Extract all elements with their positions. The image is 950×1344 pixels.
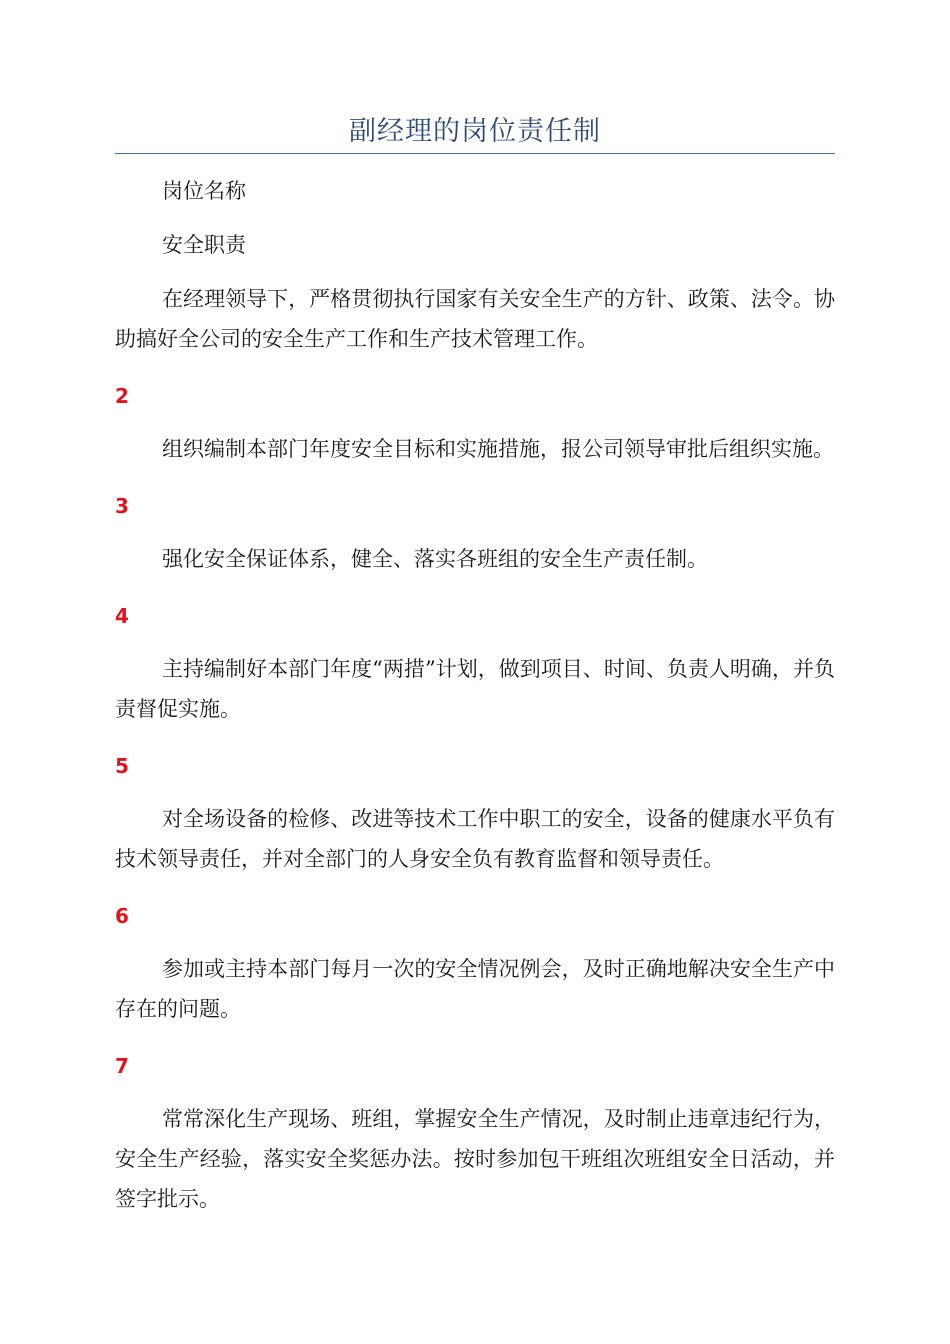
paragraph-item-5: 对全场设备的检修、改进等技术工作中职工的安全，设备的健康水平负有技术领导责任，并对全部门的人身安全负有教育监督和领导责任。	[115, 807, 835, 871]
page-title: 副经理的岗位责任制	[349, 116, 601, 147]
item-number-2: 2	[115, 384, 129, 408]
item-number-3: 3	[115, 494, 129, 518]
paragraph-safety-duties: 安全职责	[162, 233, 246, 257]
paragraph-item-2: 组织编制本部门年度安全目标和实施措施，报公司领导审批后组织实施。	[162, 437, 834, 461]
item-number-4: 4	[115, 604, 129, 628]
paragraph-item-6: 参加或主持本部门每月一次的安全情况例会，及时正确地解决安全生产中存在的问题。	[115, 957, 835, 1021]
document-body	[115, 171, 835, 1233]
item-number-6: 6	[115, 904, 129, 928]
paragraph-item-7: 常常深化生产现场、班组，掌握安全生产情况，及时制止违章违纪行为，安全生产经验，落实安全奖惩办法。按时参加包干班组次班组安全日活动，并签字批示。	[115, 1107, 835, 1211]
title-underline	[115, 153, 835, 154]
paragraph-item-3: 强化安全保证体系，健全、落实各班组的安全生产责任制。	[162, 547, 708, 571]
item-number-5: 5	[115, 754, 129, 778]
paragraph-position-name: 岗位名称	[162, 179, 246, 203]
paragraph-item-4: 主持编制好本部门年度“两措”计划，做到项目、时间、负责人明确，并负责督促实施。	[115, 657, 835, 721]
paragraph-item-1: 在经理领导下，严格贯彻执行国家有关安全生产的方针、政策、法令。协助搞好全公司的安全生产工作和生产技术管理工作。	[115, 287, 835, 351]
item-number-7: 7	[115, 1054, 129, 1078]
